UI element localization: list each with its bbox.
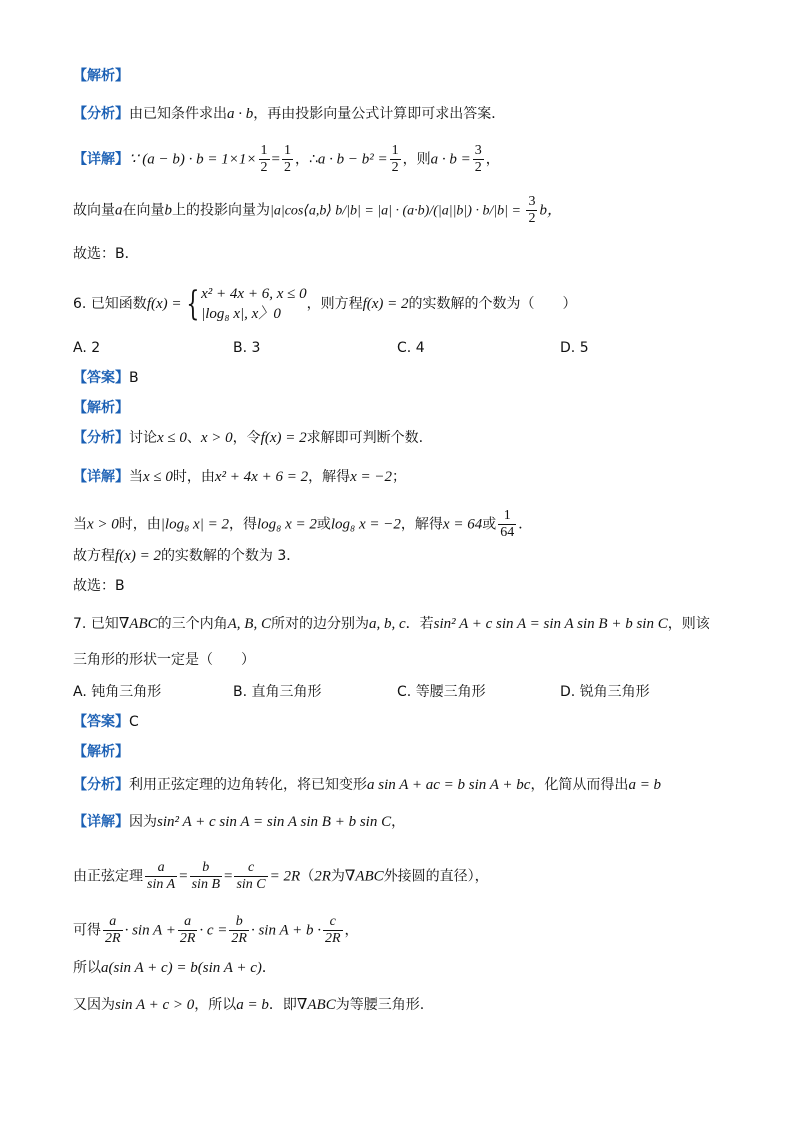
q6-xiangjie-line1: 【详解】当x ≤ 0时，由x² + 4x + 6 = 2，解得x = −2； xyxy=(73,469,406,485)
q7-option-d: D. 锐角三角形 xyxy=(560,684,650,700)
fraction-half-2: $\frac{1}{2}$ xyxy=(284,143,291,175)
fraction-one-64: $\frac{1}{64}$ xyxy=(500,508,515,540)
q5-xiangjie-line: 【详解】∵ (a − b) · b = 1×1× $\frac{1}{2}$ = $\frac{1}{2}$ ，∴a · b − b² = $\frac{1}{2}$ ，则a · b = $\frac{3}{2}$ ， xyxy=(73,143,500,175)
q5-answer: 故选：B． xyxy=(73,246,139,262)
fraction-three-halves-b: $\frac{3}{2}$ xyxy=(528,194,536,226)
q7-option-b: B. 直角三角形 xyxy=(233,684,322,700)
q6-stem: 6. 已知函数f(x) = { x² + 4x + 6, x ≤ 0 |log₈ x|, x〉0 ，则方程f(x) = 2的实数解的个数为（ ） xyxy=(73,284,577,324)
q6-option-c: C. 4 xyxy=(397,340,425,356)
q6-option-a: A. 2 xyxy=(73,340,101,356)
q7-stem-line1: 7. 已知∇ABC的三个内角A, B, C所对的边分别为a, b, c．若sin² A + c sin A = sin A sin B + b sin C，则该 xyxy=(73,616,710,632)
q6-xiangjie-line2: 当x > 0时，由|log₈ x| = 2，得log₈ x = 2或log₈ x = −2，解得x = 64或 $\frac{1}{64}$ ． xyxy=(73,508,533,540)
q5-fenxi-line: 【分析】由已知条件求出a · b，再由投影向量公式计算即可求出答案． xyxy=(73,106,506,122)
fenxi-tag: 【分析】 xyxy=(73,106,129,122)
brace-icon: { xyxy=(185,284,199,324)
q7-option-c: C. 等腰三角形 xyxy=(397,684,486,700)
q6-option-b: B. 3 xyxy=(233,340,261,356)
q6-jiexi-tag: 【解析】 xyxy=(73,400,129,416)
q5-jiexi-tag: 【解析】 xyxy=(73,68,129,84)
fraction-half-3: $\frac{1}{2}$ xyxy=(391,143,399,175)
q7-answer: 【答案】C xyxy=(73,714,139,730)
piecewise-cases: x² + 4x + 6, x ≤ 0 |log₈ x|, x〉0 xyxy=(201,286,307,322)
q7-xiangjie-line3: 可得 $\frac{a}{2R}$ · sin A + $\frac{a}{2R}$ · c = $\frac{b}{2R}$ · sin A + b · $\frac{c}{2R}$ ， xyxy=(73,914,359,946)
q6-fenxi-line: 【分析】讨论x ≤ 0、x > 0，令f(x) = 2求解即可判断个数. xyxy=(73,430,424,446)
q7-jiexi-tag: 【解析】 xyxy=(73,744,129,760)
q7-option-a: A. 钝角三角形 xyxy=(73,684,162,700)
q7-xiangjie-line5: 又因为sin A + c > 0，所以a = b．即∇ABC为等腰三角形. xyxy=(73,997,425,1013)
q6-option-d: D. 5 xyxy=(560,340,589,356)
q6-conclusion: 故方程f(x) = 2的实数解的个数为 3． xyxy=(73,548,301,564)
q7-fenxi-line: 【分析】利用正弦定理的边角转化，将已知变形a sin A + ac = b sin A + bc，化简从而得出a = b xyxy=(73,777,662,793)
q7-stem-line2: 三角形的形状一定是（ ） xyxy=(73,652,255,668)
xiangjie-tag: 【详解】 xyxy=(73,151,129,168)
q6-choose: 故选：B xyxy=(73,578,125,594)
q7-xiangjie-line4: 所以a(sin A + c) = b(sin A + c)． xyxy=(73,960,276,976)
q7-xiangjie-line2: 由正弦定理 $\frac{a}{\text{sin A}}$ = $\frac{b}{\text{sin B}}$ = $\frac{c}{\text{sin C}}$ = 2R（2R为∇ABC外接圆的直径）， xyxy=(73,860,489,892)
q7-xiangjie-line1: 【详解】因为sin² A + c sin A = sin A sin B + b sin C， xyxy=(73,814,406,830)
fraction-half: $\frac{1}{2}$ xyxy=(260,143,268,175)
q5-projection-line: 故向量a在向量b上的投影向量为|a|cos⟨a,b⟩ b/|b| = |a| · (a·b)/(|a||b|) · b/|b| = $\frac{3}{2}$ b， xyxy=(73,194,562,226)
fraction-three-halves: $\frac{3}{2}$ xyxy=(474,143,482,175)
q6-answer: 【答案】B xyxy=(73,370,139,386)
q6-number: 6. xyxy=(73,296,87,312)
